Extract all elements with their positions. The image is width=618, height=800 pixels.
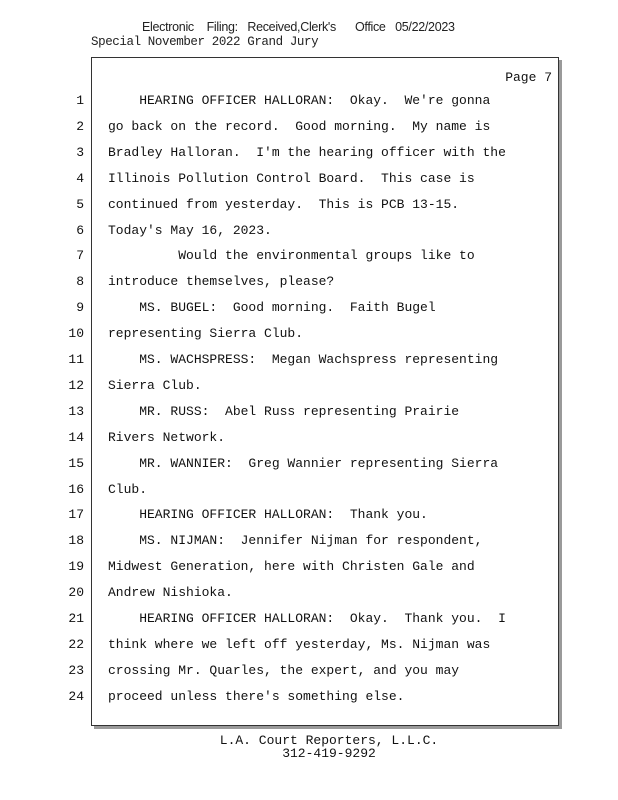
page-number: Page 7 — [505, 70, 552, 85]
line-number: 18 — [68, 533, 84, 548]
line-number: 5 — [76, 197, 84, 212]
line-number: 22 — [68, 637, 84, 652]
transcript-line: go back on the record. Good morning. My name is — [108, 119, 491, 134]
line-number: 7 — [76, 248, 84, 263]
line-number: 10 — [68, 326, 84, 341]
line-number: 1 — [76, 93, 84, 108]
transcript-line: Bradley Halloran. I'm the hearing officer with the — [108, 145, 506, 160]
line-number: 16 — [68, 482, 84, 497]
transcript-line: think where we left off yesterday, Ms. Nijman was — [108, 637, 491, 652]
line-number: 20 — [68, 585, 84, 600]
line-number: 3 — [76, 145, 84, 160]
transcript-line: introduce themselves, please? — [108, 274, 335, 289]
footer-phone: 312-419-9292 — [282, 746, 376, 761]
line-number: 19 — [68, 559, 84, 574]
transcript-line: representing Sierra Club. — [108, 326, 304, 341]
document-subtitle: Special November 2022 Grand Jury — [91, 35, 319, 49]
footer-company: L.A. Court Reporters, L.L.C. — [219, 733, 439, 748]
transcript-line: HEARING OFFICER HALLORAN: Thank you. — [108, 507, 428, 522]
transcript-line: Sierra Club. — [108, 378, 202, 393]
transcript-line: HEARING OFFICER HALLORAN: Okay. We're gonna — [108, 93, 491, 108]
transcript-line: Would the environmental groups like to — [108, 248, 475, 263]
transcript-line: Midwest Generation, here with Christen Gale and — [108, 559, 475, 574]
transcript-line: MR. RUSS: Abel Russ representing Prairie — [108, 404, 460, 419]
transcript-line: Today's May 16, 2023. — [108, 223, 272, 238]
filing-stamp: Electronic Filing: Received,Clerk's Office 05/22/2023 — [142, 20, 455, 34]
line-number: 9 — [76, 300, 84, 315]
line-number: 15 — [68, 456, 84, 471]
line-number: 21 — [68, 611, 84, 626]
transcript-line: HEARING OFFICER HALLORAN: Okay. Thank you. I — [108, 611, 506, 626]
transcript-line: continued from yesterday. This is PCB 13-15. — [108, 197, 460, 212]
line-number: 17 — [68, 507, 84, 522]
line-number: 11 — [68, 352, 84, 367]
line-number: 23 — [68, 663, 84, 678]
line-number: 12 — [68, 378, 84, 393]
transcript-line: crossing Mr. Quarles, the expert, and you may — [108, 663, 460, 678]
transcript-line: MS. NIJMAN: Jennifer Nijman for respondent, — [108, 533, 483, 548]
line-number: 2 — [76, 119, 84, 134]
line-number: 24 — [68, 689, 84, 704]
transcript-line: proceed unless there's something else. — [108, 689, 405, 704]
transcript-line: Illinois Pollution Control Board. This case is — [108, 171, 475, 186]
line-number: 14 — [68, 430, 84, 445]
transcript-line: MS. WACHSPRESS: Megan Wachspress representing — [108, 352, 499, 367]
line-number: 6 — [76, 223, 84, 238]
line-number: 13 — [68, 404, 84, 419]
transcript-line: Andrew Nishioka. — [108, 585, 233, 600]
line-number: 8 — [76, 274, 84, 289]
transcript-line: MS. BUGEL: Good morning. Faith Bugel — [108, 300, 436, 315]
transcript-line: Rivers Network. — [108, 430, 226, 445]
transcript-line: MR. WANNIER: Greg Wannier representing Sierra — [108, 456, 499, 471]
line-number: 4 — [76, 171, 84, 186]
transcript-line: Club. — [108, 482, 148, 497]
